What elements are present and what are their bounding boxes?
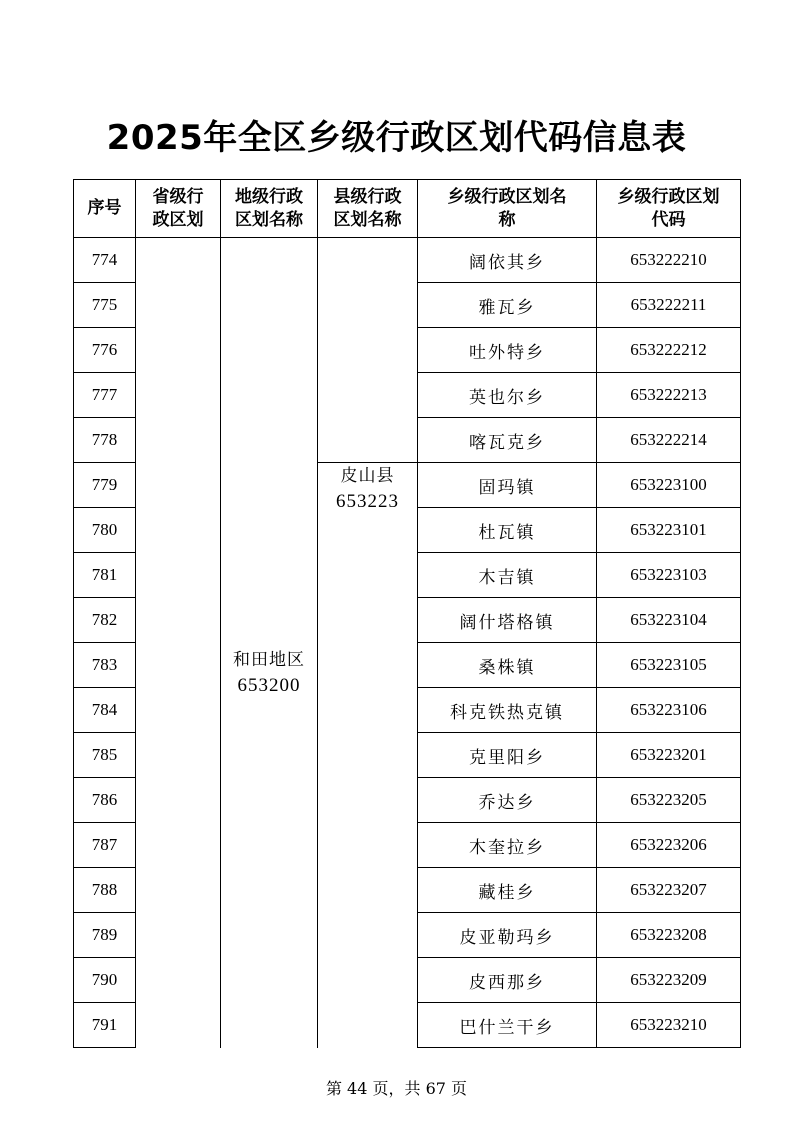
row-seq: 776 — [74, 328, 136, 373]
province-cell — [136, 238, 221, 1048]
row-town-code: 653222210 — [597, 238, 741, 283]
row-town-name: 克里阳乡 — [418, 733, 597, 778]
header-prefecture: 地级行政 区划名称 — [221, 180, 318, 238]
row-town-code: 653223209 — [597, 958, 741, 1003]
row-town-name: 固玛镇 — [418, 463, 597, 508]
table-body — [74, 238, 741, 1048]
row-seq: 780 — [74, 508, 136, 553]
row-town-code: 653223208 — [597, 913, 741, 958]
row-town-code: 653223201 — [597, 733, 741, 778]
row-town-code: 653223210 — [597, 1003, 741, 1048]
prefecture-code: 653200 — [237, 674, 301, 696]
row-seq: 784 — [74, 688, 136, 733]
table-row — [74, 238, 741, 283]
row-town-code: 653223100 — [597, 463, 741, 508]
row-town-name: 杜瓦镇 — [418, 508, 597, 553]
row-town-code: 653222211 — [597, 283, 741, 328]
row-town-code: 653223104 — [597, 598, 741, 643]
row-seq: 783 — [74, 643, 136, 688]
row-town-code: 653223207 — [597, 868, 741, 913]
header-county: 县级行政 区划名称 — [318, 180, 418, 238]
row-seq: 786 — [74, 778, 136, 823]
row-town-code: 653223205 — [597, 778, 741, 823]
division-code-table — [73, 179, 741, 1048]
row-seq: 785 — [74, 733, 136, 778]
row-town-name: 英也尔乡 — [418, 373, 597, 418]
row-town-name: 藏桂乡 — [418, 868, 597, 913]
row-town-name: 乔达乡 — [418, 778, 597, 823]
row-town-code: 653222214 — [597, 418, 741, 463]
row-town-name: 木吉镇 — [418, 553, 597, 598]
prefecture-name: 和田地区 — [233, 649, 305, 670]
county-code: 653223 — [336, 491, 399, 512]
row-seq: 774 — [74, 238, 136, 283]
row-seq: 779 — [74, 463, 136, 508]
page-title: 2025年全区乡级行政区划代码信息表 — [106, 118, 687, 158]
header-seq: 序号 — [74, 180, 136, 238]
row-seq: 788 — [74, 868, 136, 913]
header-town-name: 乡级行政区划名 称 — [418, 180, 597, 238]
row-town-name: 阔依其乡 — [418, 238, 597, 283]
row-seq: 790 — [74, 958, 136, 1003]
row-town-name: 阔什塔格镇 — [418, 598, 597, 643]
row-town-code: 653223101 — [597, 508, 741, 553]
row-seq: 781 — [74, 553, 136, 598]
table-header-row — [74, 180, 741, 238]
row-seq: 787 — [74, 823, 136, 868]
row-town-code: 653222213 — [597, 373, 741, 418]
row-seq: 777 — [74, 373, 136, 418]
row-town-code: 653222212 — [597, 328, 741, 373]
county-cell-previous — [318, 238, 418, 463]
row-seq: 778 — [74, 418, 136, 463]
page-footer: 第 44 页，共 67 页 — [325, 1079, 468, 1098]
row-town-name: 科克铁热克镇 — [418, 688, 597, 733]
county-cell — [318, 463, 418, 1048]
row-town-name: 皮西那乡 — [418, 958, 597, 1003]
row-town-code: 653223105 — [597, 643, 741, 688]
row-town-code: 653223206 — [597, 823, 741, 868]
row-town-code: 653223103 — [597, 553, 741, 598]
row-town-code: 653223106 — [597, 688, 741, 733]
row-seq: 791 — [74, 1003, 136, 1048]
row-town-name: 皮亚勒玛乡 — [418, 913, 597, 958]
row-town-name: 雅瓦乡 — [418, 283, 597, 328]
prefecture-cell — [221, 238, 318, 1048]
row-seq: 775 — [74, 283, 136, 328]
county-name: 皮山县 — [340, 466, 395, 486]
row-town-name: 吐外特乡 — [418, 328, 597, 373]
header-town-code: 乡级行政区划 代码 — [597, 180, 741, 238]
row-seq: 789 — [74, 913, 136, 958]
row-seq: 782 — [74, 598, 136, 643]
row-town-name: 喀瓦克乡 — [418, 418, 597, 463]
row-town-name: 巴什兰干乡 — [418, 1003, 597, 1048]
row-town-name: 桑株镇 — [418, 643, 597, 688]
header-province: 省级行 政区划 — [136, 180, 221, 238]
row-town-name: 木奎拉乡 — [418, 823, 597, 868]
